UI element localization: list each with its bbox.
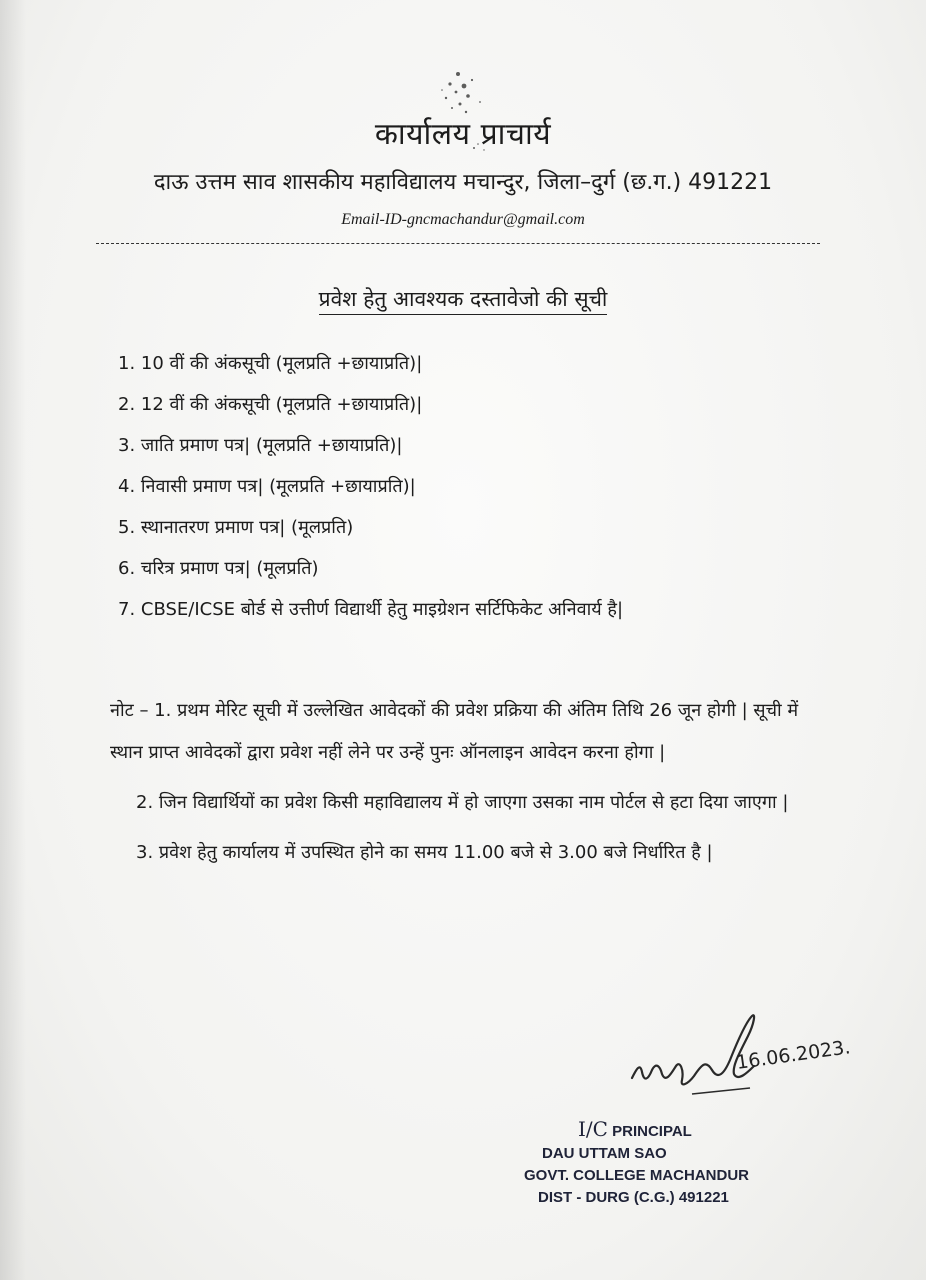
stamp-line-college: GOVT. COLLEGE MACHANDUR bbox=[524, 1167, 749, 1184]
stamp-prefix: I/C bbox=[578, 1117, 608, 1141]
notes-section bbox=[110, 690, 810, 882]
stamp-line-district: DIST - DURG (C.G.) 491221 bbox=[538, 1189, 729, 1206]
principal-stamp bbox=[524, 1117, 749, 1209]
list-item: 4. निवासी प्रमाण पत्र| (मूलप्रति +छायाप्रति)| bbox=[118, 476, 416, 497]
stamp-line-name: DAU UTTAM SAO bbox=[542, 1145, 667, 1162]
note-2: 2. जिन विद्यार्थियों का प्रवेश किसी महाविद्यालय में हो जाएगा उसका नाम पोर्टल से हटा दिया जाएगा | bbox=[136, 792, 789, 813]
office-title: कार्यालय प्राचार्य bbox=[374, 117, 552, 152]
document-list-heading bbox=[0, 285, 926, 313]
dashed-divider bbox=[96, 243, 820, 244]
heading-text: प्रवेश हेतु आवश्यक दस्तावेजो की सूची bbox=[319, 287, 608, 315]
list-item: 7. CBSE/ICSE बोर्ड से उत्तीर्ण विद्यार्थी हेतु माइग्रेशन सर्टिफिकेट अनिवार्य है| bbox=[118, 599, 624, 620]
college-address: दाऊ उत्तम साव शासकीय महाविद्यालय मचान्दुर, जिला–दुर्ग (छ.ग.) 491221 bbox=[153, 170, 773, 195]
stamp-line-principal bbox=[578, 1118, 749, 1143]
list-item: 2. 12 वीं की अंकसूची (मूलप्रति +छायाप्रति)| bbox=[118, 394, 423, 415]
signature-date: 16.06.2023. bbox=[734, 1036, 852, 1074]
note-3: 3. प्रवेश हेतु कार्यालय में उपस्थित होने का समय 11.00 बजे से 3.00 बजे निर्धारित है | bbox=[136, 842, 713, 863]
list-item: 6. चरित्र प्रमाण पत्र| (मूलप्रति) bbox=[118, 558, 319, 579]
list-item: 5. स्थानातरण प्रमाण पत्र| (मूलप्रति) bbox=[118, 517, 354, 538]
list-item: 1. 10 वीं की अंकसूची (मूलप्रति +छायाप्रति)| bbox=[118, 353, 423, 374]
required-documents-list bbox=[118, 350, 623, 637]
list-item: 3. जाति प्रमाण पत्र| (मूलप्रति +छायाप्रति)| bbox=[118, 435, 403, 456]
email-line: Email-ID-gncmachandur@gmail.com bbox=[341, 211, 585, 228]
stamp-title: PRINCIPAL bbox=[612, 1123, 692, 1140]
note-1: नोट – 1. प्रथम मेरिट सूची में उल्लेखित आवेदकों की प्रवेश प्रक्रिया की अंतिम तिथि 26 जून होगी | सूची में स्थान प्राप्त आवेदकों द्वारा प्रवेश नहीं लेने पर उन्हें पुनः ऑनलाइन आवेदन करना होगा | bbox=[110, 700, 799, 763]
